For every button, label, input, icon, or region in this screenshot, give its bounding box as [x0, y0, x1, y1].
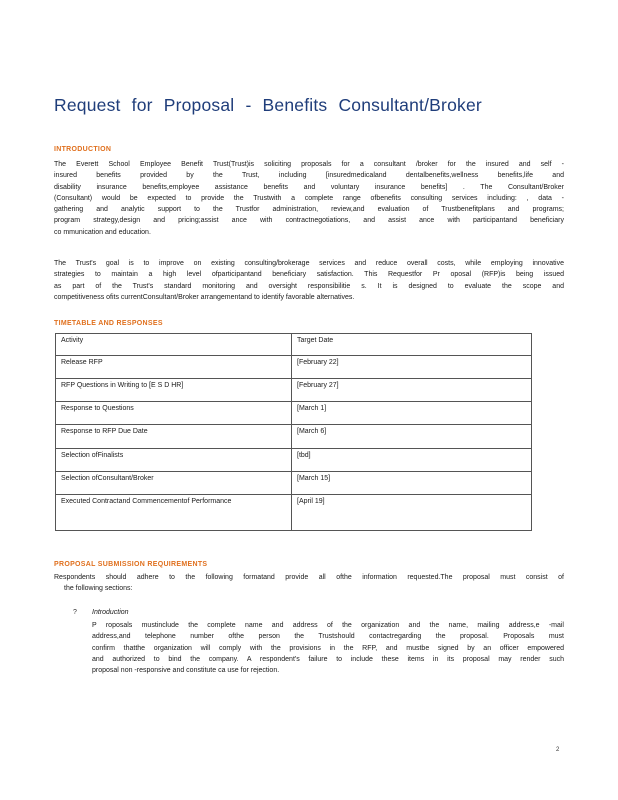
introduction-line: The Everett School Employee Benefit Trust(Trust)is soliciting proposals for a consultant /broker for the insured and self -: [54, 161, 564, 168]
introduction-subheading: Introduction: [92, 609, 129, 616]
introduction-line: (Consultant) would be expected to provide the Trustwith a complete range ofbenefits consulting services including: , data -: [54, 194, 564, 202]
timetable-heading: TIMETABLE AND RESPONSES: [54, 320, 163, 327]
document-title: Request for Proposal - Benefits Consultant/Broker: [54, 95, 482, 115]
requirements-line: address,and telephone number ofthe person the Trustshould contactregarding the proposal. Proposals must: [92, 633, 564, 641]
table-row: [56, 495, 532, 531]
page-number: 2: [556, 747, 560, 753]
activity-cell: Response to RFP Due Date: [56, 425, 292, 449]
submission-line: Respondents should adhere to the following formatand provide all ofthe information requested.The proposal must consist of: [54, 574, 564, 581]
introduction-requirements-paragraph: [92, 620, 564, 676]
date-cell: [February 22]: [292, 356, 532, 379]
requirements-line: confirm thatthe organization will comply with the provisions in the RFP, and mustbe signed by an officer empowered: [92, 644, 564, 652]
requirements-line: P roposals mustinclude the complete name and address of the organization and the name, mailing address,e -mail: [92, 622, 564, 629]
bullet-marker: ?: [73, 609, 77, 616]
requirements-line: and authorized to bind the company. A respondent's failure to include these items in its proposal may render such: [92, 655, 564, 663]
date-cell: Target Date: [292, 334, 532, 356]
table-row: [56, 425, 532, 449]
introduction-line: disability insurance benefits,employee assistance benefits and voluntary insurance benefits] . The Consultant/Broker: [54, 183, 564, 191]
introduction-line: program strategy,design and pricing;assist ance with contractnegotiations, and assist ance with participantand beneficiary: [54, 217, 564, 225]
table-row: [56, 402, 532, 425]
introduction-line: co mmunication and education.: [54, 228, 151, 236]
date-cell: [tbd]: [292, 449, 532, 472]
requirements-line: proposal non -responsive and constitute ca use for rejection.: [92, 667, 280, 675]
proposal-submission-heading: PROPOSAL SUBMISSION REQUIREMENTS: [54, 561, 208, 568]
date-cell: [February 27]: [292, 379, 532, 402]
activity-cell: Response to Questions: [56, 402, 292, 425]
activity-cell: Release RFP: [56, 356, 292, 379]
date-cell: [March 6]: [292, 425, 532, 449]
goal-line: competitiveness ofits currentConsultant/Broker arrangementand to identify favorable alternatives.: [54, 293, 355, 301]
submission-line: the following sections:: [64, 585, 133, 593]
activity-cell: Selection ofConsultant/Broker: [56, 472, 292, 495]
timetable-table: [55, 333, 532, 531]
activity-cell: Activity: [56, 334, 292, 356]
goal-line: as part of the Trust's standard monitoring and oversight responsibilitie s. It is designed to evaluate the scope and: [54, 282, 564, 290]
introduction-heading: INTRODUCTION: [54, 146, 112, 153]
table-row: [56, 449, 532, 472]
activity-cell: Executed Contractand Commencementof Performance: [56, 495, 292, 531]
date-cell: [March 1]: [292, 402, 532, 425]
proposal-submission-paragraph: [54, 572, 564, 595]
table-row: [56, 472, 532, 495]
introduction-line: gathering and analytic support to the Trustfor administration, review,and evaluation of Trustbenefitplans and programs;: [54, 206, 564, 214]
date-cell: [March 15]: [292, 472, 532, 495]
introduction-line: insured benefits provided by the Trust, including [insuredmedicaland dentalbenefits,wellness benefits,life and: [54, 172, 564, 180]
goal-line: strategies to maintain a high level ofparticipantand beneficiary satisfaction. This Requestfor Pr oposal (RFP)is being issued: [54, 271, 564, 279]
goal-line: The Trust's goal is to improve on existing consulting/brokerage services and reduce overall costs, while employing innovative: [54, 260, 564, 267]
table-row: [56, 356, 532, 379]
table-row: [56, 334, 532, 356]
activity-cell: Selection ofFinalists: [56, 449, 292, 472]
introduction-paragraph: [54, 159, 564, 238]
activity-cell: RFP Questions in Writing to [E S D HR]: [56, 379, 292, 402]
table-row: [56, 379, 532, 402]
date-cell: [April 19]: [292, 495, 532, 531]
goal-paragraph: [54, 258, 564, 303]
